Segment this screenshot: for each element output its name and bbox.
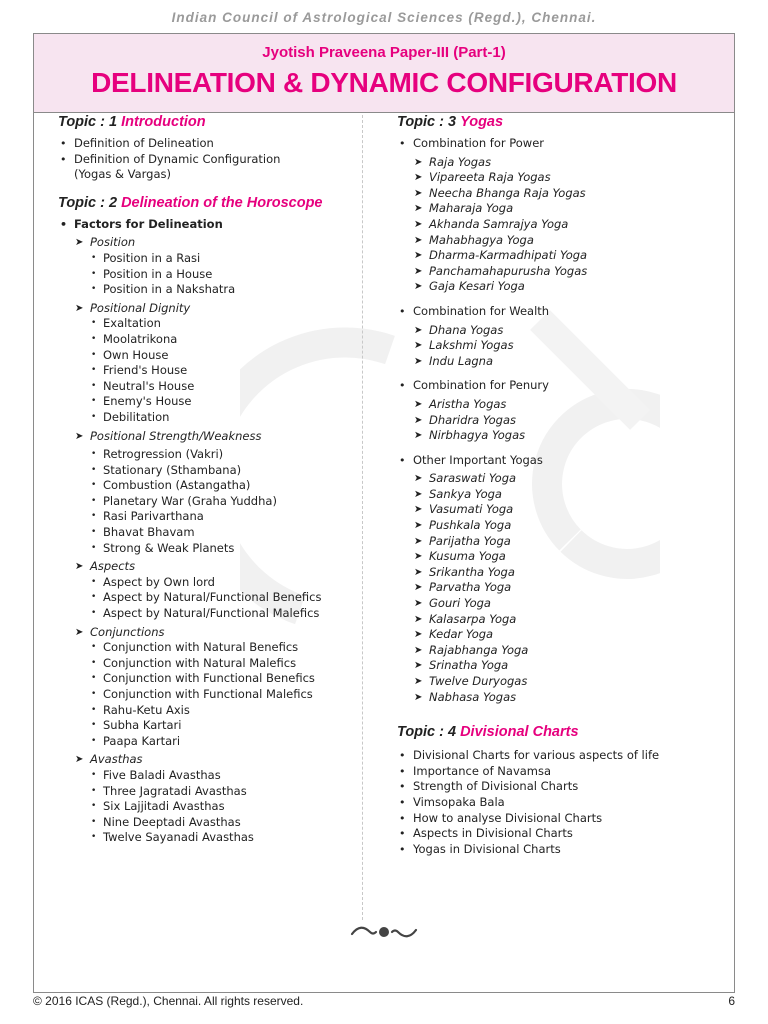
group-heading: • Combination for Penury bbox=[397, 378, 697, 394]
list-item: • Position in a Rasi bbox=[58, 251, 388, 267]
list-item: ➤ Panchamahapurusha Yogas bbox=[397, 264, 697, 280]
subgroup-heading: ➤ Conjunctions bbox=[58, 625, 388, 641]
subgroup-heading: ➤ Aspects bbox=[58, 559, 388, 575]
subgroup-heading: ➤ Positional Dignity bbox=[58, 301, 388, 317]
topic-1-name: Introduction bbox=[121, 114, 206, 130]
page-footer bbox=[33, 994, 735, 1010]
list-item: • Definition of Dynamic Configuration bbox=[58, 152, 388, 168]
list-item: • Enemy's House bbox=[58, 394, 388, 410]
list-item: • Strong & Weak Planets bbox=[58, 541, 388, 557]
list-item: • Five Baladi Avasthas bbox=[58, 768, 388, 784]
topic-4-name: Divisional Charts bbox=[460, 724, 579, 741]
list-item: • Moolatrikona bbox=[58, 332, 388, 348]
list-item: ➤ Twelve Duryogas bbox=[397, 674, 697, 690]
group-heading: • Combination for Power bbox=[397, 136, 697, 152]
list-item: • Divisional Charts for various aspects of life bbox=[397, 748, 697, 764]
list-item: ➤ Dhana Yogas bbox=[397, 323, 697, 339]
list-item: • Exaltation bbox=[58, 316, 388, 332]
list-item: ➤ Kalasarpa Yoga bbox=[397, 612, 697, 628]
list-item: ➤ Srinatha Yoga bbox=[397, 658, 697, 674]
list-item: • Aspect by Own lord bbox=[58, 575, 388, 591]
list-item: ➤ Parijatha Yoga bbox=[397, 534, 697, 550]
list-item: • Paapa Kartari bbox=[58, 734, 388, 750]
list-item: ➤ Rajabhanga Yoga bbox=[397, 643, 697, 659]
left-column bbox=[58, 111, 388, 846]
title-band bbox=[34, 34, 734, 113]
topic-4-label: Topic : 4 bbox=[397, 724, 457, 741]
list-item: • Own House bbox=[58, 348, 388, 364]
subgroup-heading: ➤ Avasthas bbox=[58, 752, 388, 768]
list-item: ➤ Vasumati Yoga bbox=[397, 502, 697, 518]
list-item: • Friend's House bbox=[58, 363, 388, 379]
topic-3-section bbox=[397, 111, 697, 705]
list-item: • Conjunction with Natural Malefics bbox=[58, 656, 388, 672]
page-number: 6 bbox=[728, 994, 735, 1008]
list-item: ➤ Lakshmi Yogas bbox=[397, 338, 697, 354]
list-item: • Position in a House bbox=[58, 267, 388, 283]
list-item: • How to analyse Divisional Charts bbox=[397, 811, 697, 827]
list-item: ➤ Gaja Kesari Yoga bbox=[397, 279, 697, 295]
list-item: • Neutral's House bbox=[58, 379, 388, 395]
list-item: ➤ Gouri Yoga bbox=[397, 596, 697, 612]
list-item: • Planetary War (Graha Yuddha) bbox=[58, 494, 388, 510]
list-item: ➤ Nabhasa Yogas bbox=[397, 690, 697, 706]
list-item: ➤ Pushkala Yoga bbox=[397, 518, 697, 534]
list-item: ➤ Neecha Bhanga Raja Yogas bbox=[397, 186, 697, 202]
topic-2-heading bbox=[58, 192, 388, 214]
list-item: ➤ Maharaja Yoga bbox=[397, 201, 697, 217]
list-item: • Aspect by Natural/Functional Malefics bbox=[58, 606, 388, 622]
list-item: ➤ Parvatha Yoga bbox=[397, 580, 697, 596]
list-item: • Strength of Divisional Charts bbox=[397, 779, 697, 795]
list-item: • Subha Kartari bbox=[58, 718, 388, 734]
list-item: ➤ Raja Yogas bbox=[397, 155, 697, 171]
list-item: ➤ Sankya Yoga bbox=[397, 487, 697, 503]
page-title: DELINEATION & DYNAMIC CONFIGURATION bbox=[91, 67, 677, 98]
list-item: ➤ Saraswati Yoga bbox=[397, 471, 697, 487]
topic-1-label: Topic : 1 bbox=[58, 114, 118, 130]
flourish-ornament-icon bbox=[344, 918, 424, 946]
list-item: • Definition of Delineation bbox=[58, 136, 388, 152]
topic-3-heading bbox=[397, 111, 697, 133]
list-item: • Aspect by Natural/Functional Benefics bbox=[58, 590, 388, 606]
topic-2-section bbox=[58, 192, 388, 846]
list-item: ➤ Akhanda Samrajya Yoga bbox=[397, 217, 697, 233]
list-item: ➤ Srikantha Yoga bbox=[397, 565, 697, 581]
list-item: • Rahu-Ketu Axis bbox=[58, 703, 388, 719]
topic-1-heading bbox=[58, 111, 388, 133]
list-item: ➤ Nirbhagya Yogas bbox=[397, 428, 697, 444]
paper-subtitle: Jyotish Praveena Paper-III (Part-1) bbox=[262, 44, 506, 61]
list-item: • Retrogression (Vakri) bbox=[58, 447, 388, 463]
list-item: • Conjunction with Functional Benefics bbox=[58, 671, 388, 687]
factors-heading: • Factors for Delineation bbox=[58, 217, 388, 233]
list-item: • Conjunction with Natural Benefics bbox=[58, 640, 388, 656]
list-item: ➤ Indu Lagna bbox=[397, 354, 697, 370]
page-header: Indian Council of Astrological Sciences (Regd.), Chennai. bbox=[171, 10, 597, 25]
list-item-continuation: (Yogas & Vargas) bbox=[74, 167, 172, 182]
list-item: ➤ Kusuma Yoga bbox=[397, 549, 697, 565]
list-item: • Combustion (Astangatha) bbox=[58, 478, 388, 494]
list-item: ➤ Aristha Yogas bbox=[397, 397, 697, 413]
list-item: • Twelve Sayanadi Avasthas bbox=[58, 830, 388, 846]
topic-1-section bbox=[58, 111, 388, 183]
list-item: • Yogas in Divisional Charts bbox=[397, 842, 697, 858]
list-item: • Rasi Parivarthana bbox=[58, 509, 388, 525]
topic-2-name: Delineation of the Horoscope bbox=[121, 194, 323, 211]
list-item: ➤ Dharidra Yogas bbox=[397, 413, 697, 429]
topic-4-section bbox=[397, 721, 697, 857]
topic-2-label: Topic : 2 bbox=[58, 194, 118, 211]
copyright-text: © 2016 ICAS (Regd.), Chennai. All rights reserved. bbox=[33, 994, 304, 1008]
list-item: • Debilitation bbox=[58, 410, 388, 426]
subgroup-heading: ➤ Position bbox=[58, 235, 388, 251]
topic-4-heading bbox=[397, 721, 697, 743]
list-item: ➤ Mahabhagya Yoga bbox=[397, 233, 697, 249]
list-item: • Conjunction with Functional Malefics bbox=[58, 687, 388, 703]
subgroup-heading: ➤ Positional Strength/Weakness bbox=[58, 429, 388, 445]
list-item: ➤ Kedar Yoga bbox=[397, 627, 697, 643]
topic-3-name: Yogas bbox=[460, 114, 504, 130]
list-item: • Aspects in Divisional Charts bbox=[397, 826, 697, 842]
list-item: ➤ Dharma-Karmadhipati Yoga bbox=[397, 248, 697, 264]
list-item: • Vimsopaka Bala bbox=[397, 795, 697, 811]
list-item: • Six Lajjitadi Avasthas bbox=[58, 799, 388, 815]
list-item: ➤ Vipareeta Raja Yogas bbox=[397, 170, 697, 186]
group-heading: • Other Important Yogas bbox=[397, 453, 697, 469]
list-item: • Position in a Nakshatra bbox=[58, 282, 388, 298]
list-item: • Bhavat Bhavam bbox=[58, 525, 388, 541]
list-item: • Nine Deeptadi Avasthas bbox=[58, 815, 388, 831]
right-column bbox=[397, 111, 697, 857]
list-item: • Importance of Navamsa bbox=[397, 764, 697, 780]
list-item: • Stationary (Sthambana) bbox=[58, 463, 388, 479]
group-heading: • Combination for Wealth bbox=[397, 304, 697, 320]
topic-3-label: Topic : 3 bbox=[397, 114, 457, 130]
list-item: • Three Jagratadi Avasthas bbox=[58, 784, 388, 800]
